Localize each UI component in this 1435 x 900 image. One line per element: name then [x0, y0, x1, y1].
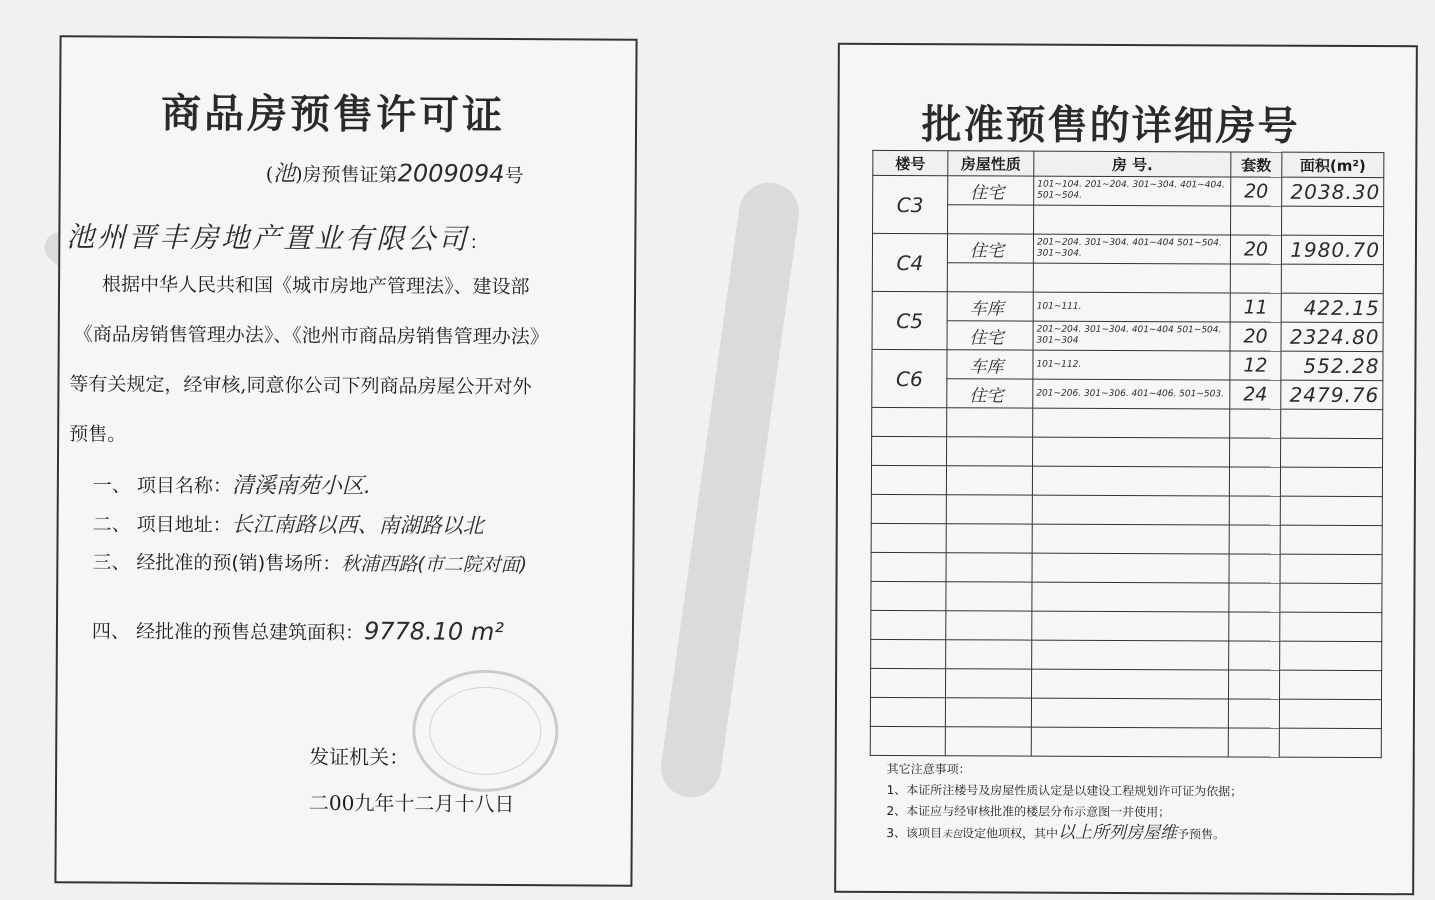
type-cell: 车库 [947, 350, 1033, 379]
official-seal [412, 669, 559, 792]
cert-suffix: 号 [504, 164, 524, 188]
empty-cell [946, 466, 1032, 495]
table-row-empty [871, 523, 1382, 554]
empty-cell [872, 436, 947, 465]
header-type: 房屋性质 [948, 151, 1034, 176]
item-label: 二、 项目地址： [92, 513, 232, 537]
rooms-cell [1033, 263, 1230, 293]
empty-cell [1032, 466, 1229, 496]
item-label: 一、 项目名称： [92, 474, 232, 498]
empty-cell [1033, 437, 1230, 467]
empty-cell [870, 697, 945, 726]
empty-cell [871, 581, 946, 610]
empty-cell [1032, 611, 1229, 641]
item-project-name [93, 467, 371, 500]
type-cell: 车库 [947, 292, 1033, 321]
type-cell: 住宅 [947, 234, 1033, 263]
building-cell: C4 [872, 233, 947, 291]
area-cell [1281, 264, 1383, 293]
notes-heading: 其它注意事项： [886, 761, 971, 777]
empty-cell [1228, 699, 1279, 728]
paragraph-line: 等有关规定，经审核,同意你公司下列商品房屋公开对外 [69, 373, 532, 399]
empty-cell [871, 494, 946, 523]
empty-cell [1230, 409, 1281, 438]
empty-cell [871, 465, 946, 494]
empty-cell [1280, 641, 1382, 670]
empty-cell [1280, 554, 1382, 583]
empty-cell [1281, 438, 1383, 467]
background-mark [657, 179, 803, 801]
building-cell: C5 [872, 291, 947, 349]
issuer-label: 发证机关： [309, 744, 410, 770]
count-cell: 20 [1230, 235, 1281, 264]
empty-cell [1280, 467, 1382, 496]
empty-cell [1279, 699, 1381, 728]
room-detail-table [870, 150, 1385, 758]
item-value-handwritten: 秋浦西路(市二院对面) [341, 552, 528, 577]
table-row [872, 378, 1383, 409]
area-cell: 422.15 [1281, 293, 1383, 322]
cert-middle: )房预售证第 [295, 163, 398, 187]
paragraph-line: 根据中华人民共和国《城市房地产管理法》、建设部 [102, 273, 530, 299]
empty-cell [946, 611, 1032, 640]
empty-cell [945, 698, 1031, 727]
rooms-cell [1034, 205, 1231, 235]
count-cell: 20 [1230, 322, 1281, 351]
area-cell: 2479.76 [1281, 380, 1383, 409]
empty-cell [946, 582, 1032, 611]
rooms-cell: 201~204. 301~304. 401~404 501~504. 301~304 [1033, 321, 1230, 351]
area-cell: 2324.80 [1281, 322, 1383, 351]
header-building: 楼号 [873, 150, 948, 175]
empty-cell [946, 553, 1032, 582]
building-cell: C6 [872, 349, 947, 407]
note-3-prefix: 3、该项目 [886, 825, 943, 841]
detail-rooms-panel [834, 43, 1418, 896]
empty-cell [1281, 409, 1383, 438]
table-row [872, 349, 1383, 380]
empty-cell [1230, 438, 1281, 467]
note-1: 1、本证所注楼号及房屋性质认定是以建设工程规划许可证为依据； [886, 782, 1243, 799]
empty-cell [1229, 525, 1280, 554]
empty-cell [1032, 640, 1229, 670]
detail-title: 批准预售的详细房号 [921, 102, 1300, 150]
notes-block [886, 759, 1242, 847]
company-line [66, 215, 488, 258]
empty-cell [1280, 496, 1382, 525]
empty-cell [1032, 582, 1229, 612]
certificate-number-line [266, 157, 524, 190]
empty-cell [946, 495, 1032, 524]
item-sales-location [92, 547, 527, 577]
empty-cell [946, 524, 1032, 553]
table-row-empty [871, 639, 1382, 670]
table-row [872, 291, 1383, 322]
building-cell: C3 [873, 175, 948, 233]
type-cell: 住宅 [947, 379, 1033, 408]
table-row [872, 233, 1383, 264]
rooms-cell: 101~104. 201~204. 301~304. 401~404. 501~504. [1034, 176, 1231, 206]
table-row [872, 320, 1383, 351]
empty-cell [945, 727, 1031, 756]
table-row-empty [871, 581, 1382, 612]
empty-cell [1031, 698, 1228, 728]
empty-cell [947, 437, 1033, 466]
cert-prefix: ( [265, 163, 274, 186]
empty-cell [1229, 496, 1280, 525]
rooms-cell: 201~204. 301~304. 401~404 501~504. 301~304. [1033, 234, 1230, 264]
empty-cell [1228, 728, 1279, 757]
note-3-handwritten-small: 未包 [942, 829, 963, 841]
table-row-empty [872, 436, 1383, 467]
paragraph-line: 《商品房销售管理办法》、《池州市商品房销售管理办法》 [73, 323, 549, 349]
table-row-empty [870, 697, 1381, 728]
count-cell [1231, 206, 1282, 235]
issue-date: 二00九年十二月十八日 [308, 790, 515, 817]
table-row-empty [871, 552, 1382, 583]
empty-cell [946, 640, 1032, 669]
type-cell [947, 263, 1033, 292]
item-value-handwritten: 清溪南苑小区. [231, 473, 371, 500]
empty-cell [1229, 467, 1280, 496]
presale-license-panel [54, 35, 637, 887]
area-cell [1282, 206, 1384, 235]
empty-cell [1280, 525, 1382, 554]
note-3-middle: 设定他项权，其中 [962, 826, 1059, 841]
header-rooms: 房 号. [1034, 151, 1231, 177]
empty-cell [870, 726, 945, 755]
empty-cell [1033, 408, 1230, 438]
empty-cell [1032, 524, 1229, 554]
cert-number-handwritten: 2009094 [397, 159, 505, 188]
empty-cell [871, 668, 946, 697]
note-3-suffix: 予预售。 [1177, 827, 1226, 842]
table-row-empty [871, 668, 1382, 699]
empty-cell [1228, 670, 1279, 699]
empty-cell [1229, 554, 1280, 583]
header-area: 面积(m²) [1282, 152, 1384, 177]
empty-cell [1032, 495, 1229, 525]
item-project-address [93, 507, 484, 539]
paragraph-line: 预售。 [69, 423, 127, 446]
empty-cell [1229, 583, 1280, 612]
item-value-handwritten: 9778.10 m² [363, 617, 504, 646]
company-suffix: ： [469, 231, 489, 254]
empty-cell [947, 408, 1033, 437]
empty-cell [871, 610, 946, 639]
type-cell: 住宅 [947, 321, 1033, 350]
item-label: 三、 经批准的预(销)售场所： [92, 551, 342, 575]
empty-cell [1280, 583, 1382, 612]
area-cell: 1980.70 [1281, 235, 1383, 264]
empty-cell [1229, 641, 1280, 670]
type-cell: 住宅 [948, 176, 1034, 205]
empty-cell [1031, 727, 1228, 757]
note-2: 2、本证应与经审核批准的楼层分布示意图一并使用； [886, 803, 1171, 820]
table-header-row [873, 150, 1384, 177]
empty-cell [1229, 612, 1280, 641]
count-cell [1230, 264, 1281, 293]
rooms-cell: 101~112. [1033, 350, 1230, 380]
company-name-handwritten: 池州晋丰房地产置业有限公司 [66, 220, 470, 256]
empty-cell [871, 639, 946, 668]
item-value-handwritten: 长江南路以西、南湖路以北 [231, 512, 484, 538]
item-label: 四、 经批准的预售总建筑面积： [91, 620, 365, 645]
empty-cell [871, 552, 946, 581]
rooms-cell: 101~111. [1033, 292, 1230, 322]
empty-cell [871, 523, 946, 552]
table-row-empty [871, 610, 1382, 641]
table-row [873, 175, 1384, 206]
empty-cell [1279, 728, 1381, 757]
empty-cell [1280, 612, 1382, 641]
table-row-empty [872, 407, 1383, 438]
table-row [872, 262, 1383, 293]
table-row [873, 204, 1384, 235]
area-cell: 552.28 [1281, 351, 1383, 380]
note-3-handwritten: 以上所列房屋维 [1058, 822, 1178, 844]
empty-cell [1031, 669, 1228, 699]
table-row-empty [871, 465, 1382, 496]
empty-cell [872, 407, 947, 436]
type-cell [948, 205, 1034, 234]
note-3 [886, 822, 1242, 847]
item-total-area [92, 615, 504, 646]
count-cell: 11 [1230, 293, 1281, 322]
count-cell: 12 [1230, 351, 1281, 380]
area-cell: 2038.30 [1282, 177, 1384, 206]
count-cell: 20 [1231, 177, 1282, 206]
empty-cell [1032, 553, 1229, 583]
rooms-cell: 201~206. 301~306. 401~406. 501~503. [1033, 379, 1230, 409]
table-row-empty [870, 726, 1381, 757]
cert-prefix-handwritten: 池 [273, 161, 296, 187]
table-row-empty [871, 494, 1382, 525]
license-title: 商品房预售许可证 [160, 90, 506, 139]
header-count: 套数 [1231, 152, 1282, 177]
empty-cell [1279, 670, 1381, 699]
count-cell: 24 [1230, 380, 1281, 409]
empty-cell [946, 669, 1032, 698]
